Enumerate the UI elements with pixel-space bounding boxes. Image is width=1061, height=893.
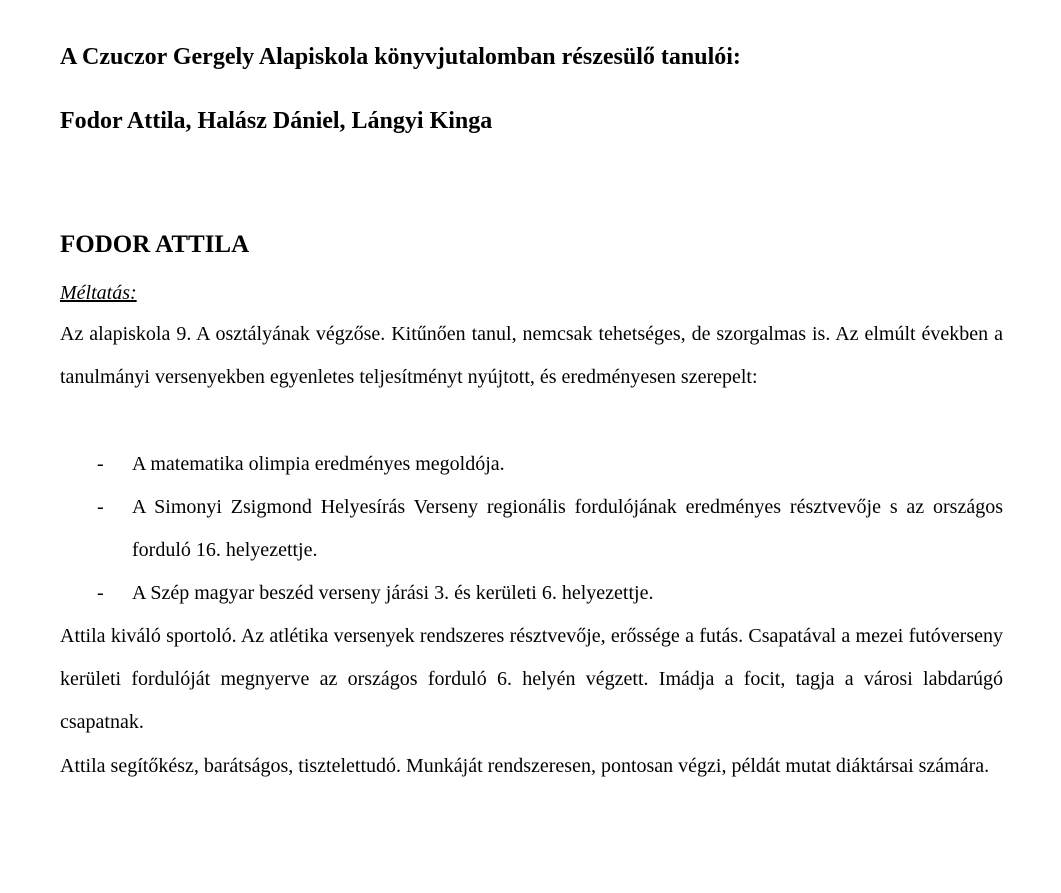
character-paragraph: Attila segítőkész, barátságos, tisztelettudó. Munkáját rendszeresen, pontosan végzi, példát mutat diáktársai számára. <box>60 755 990 777</box>
appraisal-label: Méltatás: <box>60 282 137 304</box>
achievement-text: A Simonyi Zsigmond Helyesírás Verseny regionális fordulójának eredményes résztvevője s az országos forduló 16. helyezettje. <box>132 496 1003 561</box>
document-heading: A Czuczor Gergely Alapiskola könyvjutalomban részesülő tanulói: <box>60 44 741 70</box>
bullet-dash: - <box>97 582 104 604</box>
student-title: FODOR ATTILA <box>60 231 250 258</box>
awardee-names: Fodor Attila, Halász Dániel, Lángyi Kinga <box>60 108 493 134</box>
list-item <box>60 443 1003 486</box>
bullet-dash: - <box>97 453 104 475</box>
achievement-list <box>60 443 1003 615</box>
intro-paragraph: Az alapiskola 9. A osztályának végzőse. Kitűnően tanul, nemcsak tehetséges, de szorgalmas is. Az elmúlt években a tanulmányi versenyekben egyenletes teljesítményt nyújtott, és eredményesen szerepelt: <box>60 323 1003 388</box>
sports-paragraph: Attila kiváló sportoló. Az atlétika versenyek rendszeres résztvevője, erőssége a futás. Csapatával a mezei futóverseny kerületi fordulóját megnyerve az országos forduló 6. helyén végzett. Imádja a focit, tagja a városi labdarúgó csapatnak. <box>60 625 1003 733</box>
bullet-dash: - <box>97 496 104 518</box>
achievement-text: A matematika olimpia eredményes megoldója. <box>132 453 505 475</box>
list-item <box>60 572 1003 615</box>
list-item <box>60 486 1003 572</box>
achievement-text: A Szép magyar beszéd verseny járási 3. és kerületi 6. helyezettje. <box>132 582 654 604</box>
